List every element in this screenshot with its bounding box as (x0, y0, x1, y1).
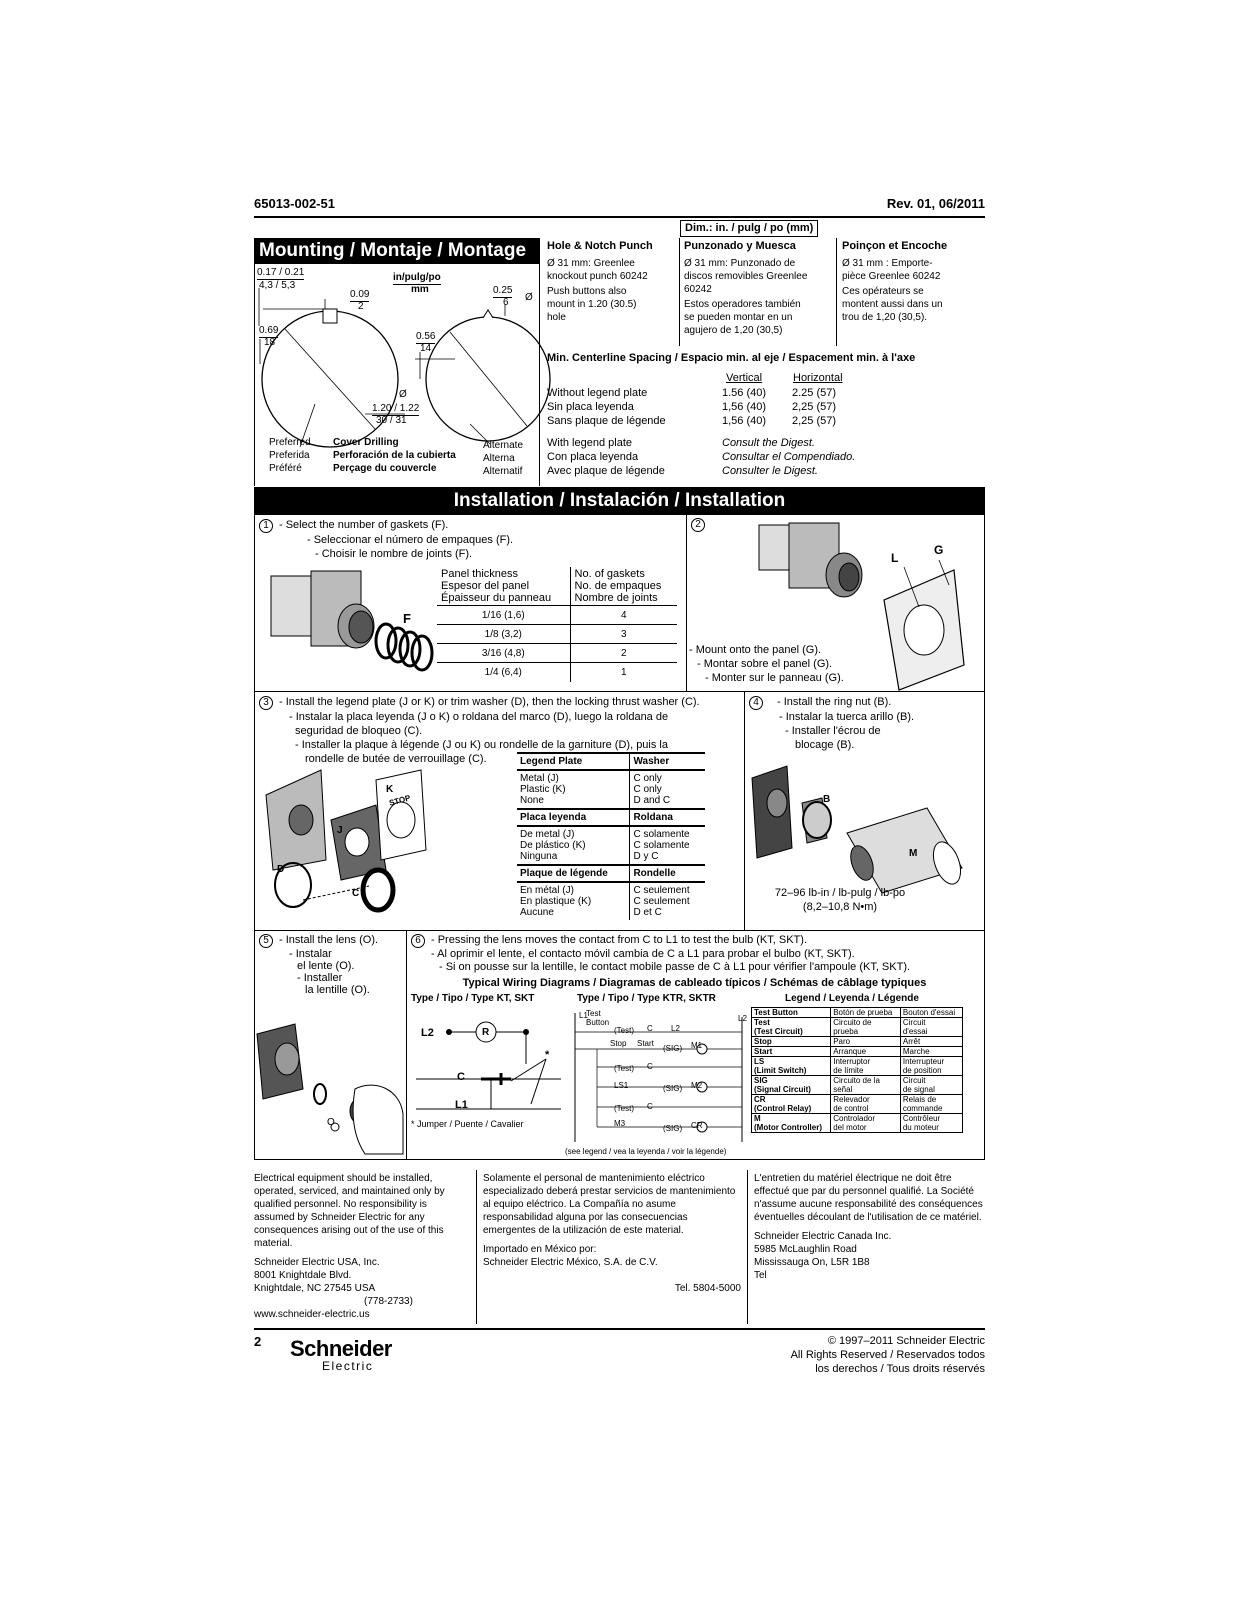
punch-line: mount in 1.20 (30.5) (547, 299, 637, 310)
step-2-line-en: - Mount onto the panel (G). (689, 644, 822, 656)
step-4-panel (744, 691, 985, 931)
gasket-table-head-1 (437, 567, 570, 606)
legend-symbol: LS (Limit Switch) (752, 1057, 831, 1076)
footer-col-es (483, 1172, 741, 1295)
wiring-type-kt: Type / Tipo / Type KT, SKT (411, 993, 535, 1004)
spacing-row-horizontal: 2,25 (57) (792, 415, 837, 427)
step-number: 3 (259, 696, 273, 710)
spacing-rows (547, 386, 855, 478)
step-3-line-fr-2: rondelle de butée de verrouillage (C). (305, 753, 487, 765)
cover-es: Perforación de la cubierta (333, 450, 456, 461)
legend-es: Arranque (831, 1047, 901, 1057)
punch-line: Ces opérateurs se (842, 286, 924, 297)
header-rule (254, 216, 985, 218)
dim-alt-offset: 0.56 (416, 331, 436, 342)
plate-type: En plastique (K) (520, 896, 592, 907)
schneider-logo (290, 1338, 392, 1372)
dim-notch-offset: 0.69 (259, 325, 279, 336)
step-3-line-es: - Instalar la placa leyenda (J o K) o roldana del marco (D), luego la roldana de (289, 711, 669, 723)
label-k: K (386, 784, 394, 795)
preferred-label (269, 436, 311, 475)
washer-type: D y C (633, 851, 659, 862)
spacing-row (547, 414, 855, 428)
footer-address: 8001 Knightdale Blvd. (254, 1270, 352, 1281)
plate-table-header: Plaque de légende (520, 868, 608, 879)
legend-es: Paro (831, 1037, 901, 1047)
w2-cr: CR (691, 1121, 703, 1130)
footer-address: Schneider Electric México, S.A. de C.V. (483, 1257, 658, 1268)
preferred-es: Preferida (269, 450, 310, 461)
footer-disclaimer-en: Electrical equipment should be installed, operated, serviced, and maintained only by qualified personnel. No responsibility is assumed by Schneider Electric for any consequences arising out of the use of this material. (254, 1173, 445, 1249)
punch-title-en: Hole & Notch Punch (547, 240, 653, 252)
w2-ls1: LS1 (614, 1081, 629, 1090)
label-o: O (327, 1117, 335, 1128)
spacing-legend-note: Consulter le Digest. (722, 465, 818, 477)
spacing-legend-label: Avec plaque de légende (547, 465, 665, 477)
footer-disclaimer-fr: L'entretien du matériel électrique ne doit être effectué que par du personnel qualifié. La Société n'assume aucune responsabilité des conséquences éventuelles découlant de l'utilisation de ce matériel. (754, 1173, 983, 1223)
w2-sig-1: (SIG) (663, 1044, 683, 1053)
lens-install-illustration (255, 1019, 405, 1159)
dim-notch-depth-mm: 2 (358, 301, 364, 312)
punch-col-es (684, 240, 836, 337)
plate-type: Metal (J) (520, 773, 559, 784)
gasket-table (437, 567, 677, 682)
w2-test-button (586, 1009, 609, 1027)
w2-l2: L2 (738, 1014, 747, 1023)
footer-address: Schneider Electric USA, Inc. (254, 1257, 380, 1268)
plate-table-header: Roldana (630, 809, 705, 826)
cover-fr: Perçage du couvercle (333, 463, 437, 474)
punch-line: pièce Greenlee 60242 (842, 271, 941, 282)
label-b: B (823, 794, 831, 805)
spacing-legend-row (547, 450, 855, 464)
punch-line: montent aussi dans un (842, 299, 943, 310)
legend-row (752, 1008, 963, 1018)
gasket-thickness: 3/16 (4,8) (481, 647, 525, 659)
step-4-line-fr: - Installer l'écrou de (785, 725, 881, 737)
dim-hole-diameter: 1.20 / 1.22 (372, 403, 420, 414)
step-5-line-fr-2: la lentille (O). (305, 984, 370, 996)
step-4-line-en: - Install the ring nut (B). (777, 696, 892, 708)
step-number: 4 (749, 696, 763, 710)
w2-c-3: C (647, 1102, 653, 1111)
footer-address: Schneider Electric Canada Inc. (754, 1231, 892, 1242)
step-5-line-es-2: el lente (O). (297, 960, 355, 972)
step-3-line-es-2: seguridad de bloqueo (C). (295, 725, 423, 737)
footer-col-en (254, 1172, 470, 1321)
w2-m3: M3 (614, 1119, 626, 1128)
step-6-line-en: - Pressing the lens moves the contact from C to L1 to test the bulb (KT, SKT). (431, 934, 807, 946)
gasket-row (437, 644, 677, 663)
logo-subword: Electric (322, 1359, 374, 1373)
copyright (791, 1334, 985, 1376)
dim-alt-offset-mm: 14 (420, 343, 432, 354)
legend-es: Circuito de la señal (831, 1076, 901, 1095)
legend-es: Circuito de prueba (831, 1018, 901, 1037)
wiring-diagram-kt (411, 1009, 571, 1119)
punch-line: discos removibles Greenlee (684, 271, 808, 282)
footer-disclaimer-es: Solamente el personal de mantenimiento eléctrico especializado deberá prestar servicios de mantenimiento al equipo eléctrico. La Compañía no asume responsabilidad alguna por las consecuencias emergentes de la utilización de este material. (483, 1173, 736, 1236)
washer-type: C seulement (633, 885, 690, 896)
punch-line: Estos operadores también (684, 299, 801, 310)
wiring-type-ktr: Type / Tipo / Type KTR, SKTR (577, 993, 716, 1004)
gasket-count: 2 (570, 644, 677, 663)
step-1-line-es: - Seleccionar el número de empaques (F). (307, 534, 514, 546)
document-number: 65013-002-51 (254, 196, 335, 211)
spacing-row-vertical: 1,56 (40) (722, 401, 767, 413)
preferred-en: Preferred (269, 437, 311, 448)
alternate-label (483, 439, 523, 478)
w2-test-3: (Test) (614, 1104, 634, 1113)
punch-line: trou de 1,20 (30,5). (842, 312, 928, 323)
footer-address: Mississauga On, L5R 1B8 (754, 1257, 870, 1268)
copyright-line: All Rights Reserved / Reservados todos (790, 1349, 985, 1361)
gasket-thickness: 1/16 (1,6) (481, 609, 525, 621)
punch-title-es: Punzonado y Muesca (684, 240, 796, 252)
spacing-row-label: Sin placa leyenda (547, 401, 634, 413)
gasket-thickness: 1/8 (3,2) (484, 628, 522, 640)
w1-r: R (482, 1027, 490, 1038)
pushbutton-gaskets-illustration (261, 561, 441, 691)
w2-m2: M2 (691, 1081, 703, 1090)
spacing-title: Min. Centerline Spacing / Espacio min. al eje / Espacement min. à l'axe (547, 352, 916, 364)
punch-line: Ø 31 mm: Greenlee (547, 258, 635, 269)
w1-l2: L2 (421, 1027, 434, 1039)
w2-l1: L1 (579, 1011, 588, 1020)
punch-title-fr: Poinçon et Encoche (842, 240, 948, 252)
alternate-en: Alternate (483, 440, 524, 451)
w1-c: C (457, 1071, 465, 1083)
step-2-line-fr: - Monter sur le panneau (G). (705, 672, 844, 684)
legend-row (752, 1037, 963, 1047)
legend-plate-table (517, 752, 705, 920)
punch-line: 60242 (684, 284, 712, 295)
stop-plate-text: STOP (388, 793, 412, 808)
footer-phone: (778-2733) (364, 1296, 413, 1307)
wiring-diagram-ktr (567, 1007, 747, 1147)
spacing-legend-note: Consultar el Compendiado. (722, 451, 856, 463)
label-f: F (403, 611, 411, 626)
spacing-legend-row (547, 464, 855, 478)
cover-drilling-label (333, 436, 456, 475)
cover-drilling-panel (254, 264, 540, 486)
step-2-line-es: - Montar sobre el panel (G). (697, 658, 833, 670)
legend-symbol: CR (Control Relay) (752, 1095, 831, 1114)
plate-table-header: Legend Plate (520, 756, 583, 767)
wiring-title: Typical Wiring Diagrams / Diagramas de cableado típicos / Schémas de câblage typiques (462, 977, 927, 989)
step-5-line-en: - Install the lens (O). (279, 934, 379, 946)
washer-type: D et C (633, 907, 662, 918)
spacing-horizontal-header: Horizontal (793, 372, 843, 384)
spacing-row-label: Without legend plate (547, 387, 648, 399)
w2-button-label: Button (586, 1018, 610, 1027)
footer-website[interactable]: www.schneider-electric.us (254, 1309, 370, 1320)
legend-symbol: SIG (Signal Circuit) (752, 1076, 831, 1095)
step-number: 2 (691, 518, 705, 532)
step-5-line-es: - Instalar (289, 948, 332, 960)
see-legend-note: (see legend / vea la leyenda / voir la légende) (565, 1147, 727, 1156)
spacing-legend-row (547, 436, 855, 450)
dim-notch-depth: 0.09 (350, 289, 370, 300)
spacing-row (547, 386, 855, 400)
label-l: L (891, 551, 899, 565)
legend-row (752, 1047, 963, 1057)
step-1-panel (254, 514, 687, 692)
legend-title: Legend / Leyenda / Légende (785, 993, 919, 1004)
step-3-line-en: - Install the legend plate (J or K) or trim washer (D), then the locking thrust washer (C). (279, 696, 700, 708)
label-c: C (352, 888, 360, 899)
legend-symbol: Test (Test Circuit) (752, 1018, 831, 1037)
step-6-line-es: - Al oprimir el lente, el contacto móvil cambia de C a L1 para probar el bulbo (KT, SKT). (431, 948, 855, 960)
mounting-title: Mounting / Montaje / Montage (254, 238, 540, 264)
legend-symbol: M (Motor Controller) (752, 1114, 831, 1133)
washer-type: C solamente (633, 829, 690, 840)
washer-type: C solamente (633, 840, 690, 851)
washer-type: D and C (633, 795, 671, 806)
plate-type: En métal (J) (520, 885, 574, 896)
gasket-head: Nombre de joints (574, 592, 658, 604)
w2-test-1: (Test) (614, 1026, 634, 1035)
gasket-count: 1 (570, 663, 677, 682)
divider (836, 238, 837, 346)
wiring-legend-table (751, 1007, 963, 1133)
gasket-row (437, 606, 677, 625)
footer-rule (254, 1328, 985, 1330)
footer-phone: Tel. 5804-5000 (674, 1283, 741, 1294)
w2-c-2: C (647, 1062, 653, 1071)
units-label-mm: mm (411, 284, 429, 295)
step-5-panel (254, 930, 407, 1160)
legend-fr: Circuit de signal (900, 1076, 962, 1095)
punch-line: Ø 31 mm: Punzonado de (684, 258, 796, 269)
w2-start: Start (637, 1039, 654, 1048)
spacing-legend-label: Con placa leyenda (547, 451, 639, 463)
legend-symbol: Start (752, 1047, 831, 1057)
diameter-symbol-small: Ø (525, 292, 533, 303)
step-1-line-fr: - Choisir le nombre de joints (F). (315, 548, 473, 560)
dim-hole-diameter-mm: 30 / 31 (376, 415, 407, 426)
footer-phone: Tel (754, 1270, 767, 1281)
gasket-count: 3 (570, 625, 677, 644)
gasket-row (437, 663, 677, 682)
w1-l1: L1 (455, 1099, 468, 1111)
punch-line: se pueden montar en un (684, 312, 793, 323)
legend-fr: Contrôleur du moteur (900, 1114, 962, 1133)
legend-symbol: Stop (752, 1037, 831, 1047)
dim-notch-offset-mm: 18 (264, 337, 276, 348)
legend-symbol: Test Button (752, 1008, 831, 1018)
step-3-panel (254, 691, 745, 931)
step-6-line-fr: - Si on pousse sur la lentille, le contact mobile passe de C à L1 pour vérifier l'ampoule (KT, SKT). (439, 961, 911, 973)
plate-table-header: Rondelle (630, 865, 705, 882)
gasket-head: No. de empaques (574, 580, 662, 592)
step-3-line-fr: - Installer la plaque à légende (J ou K) ou rondelle de la garniture (D), puis la (295, 739, 668, 751)
punch-col-fr (842, 240, 982, 324)
spacing-row-vertical: 1.56 (40) (722, 387, 767, 399)
punch-line: Ø 31 mm : Emporte- (842, 258, 933, 269)
dim-notch-width: 0.17 / 0.21 (257, 267, 305, 278)
preferred-fr: Préféré (269, 463, 302, 474)
torque-spec: 72–96 lb-in / lb-pulg / lb-po (774, 887, 906, 899)
step-2-panel (686, 514, 985, 692)
spacing-legend-label: With legend plate (547, 437, 632, 449)
plate-type: None (520, 795, 544, 806)
legend-es: Controlador del motor (831, 1114, 901, 1133)
w2-l2-row1: L2 (671, 1024, 680, 1033)
dimension-units: Dim.: in. / pulg / po (mm) (680, 220, 818, 237)
punch-line: hole (547, 312, 566, 323)
step-4-line-fr-2: blocage (B). (795, 739, 855, 751)
w2-test-label: Test (586, 1009, 601, 1018)
spacing-row-label: Sans plaque de légende (547, 415, 666, 427)
dim-alt-notch-mm: 6 (503, 297, 509, 308)
legend-es: Interruptor de límite (831, 1057, 901, 1076)
plate-type: De metal (J) (520, 829, 575, 840)
legend-es: Relevador de control (831, 1095, 901, 1114)
dim-alt-notch: 0.25 (493, 285, 513, 296)
gasket-thickness: 1/4 (6,4) (484, 666, 522, 678)
footer-address: Knightdale, NC 27545 USA (254, 1283, 376, 1294)
label-d: D (277, 864, 285, 875)
step-5-line-fr: - Installer (297, 972, 343, 984)
spacing-row (547, 400, 855, 414)
gasket-head: Panel thickness (441, 568, 519, 580)
gasket-count: 4 (570, 606, 677, 625)
plate-table-header: Washer (630, 753, 705, 770)
cover-en: Cover Drilling (333, 437, 399, 448)
units-label: in/pulg/po (393, 272, 441, 283)
w2-sig-3: (SIG) (663, 1124, 683, 1133)
legend-row (752, 1095, 963, 1114)
w2-test-2: (Test) (614, 1064, 634, 1073)
step-1-line-en: - Select the number of gaskets (F). (279, 519, 449, 531)
punch-line: Push buttons also (547, 286, 627, 297)
w2-sig-2: (SIG) (663, 1084, 683, 1093)
punch-col-en (547, 240, 675, 324)
plate-table-header: Placa leyenda (520, 812, 587, 823)
punch-line: agujero de 1,20 (30,5) (684, 325, 783, 336)
legend-es: Botón de prueba (831, 1008, 901, 1018)
washer-type: C only (633, 784, 662, 795)
washer-type: C only (633, 773, 662, 784)
plate-type: De plástico (K) (520, 840, 586, 851)
jumper-note: * Jumper / Puente / Cavalier (411, 1119, 524, 1129)
installation-title: Installation / Instalación / Installation (254, 487, 985, 514)
gasket-head: No. of gaskets (574, 568, 645, 580)
gasket-head: Épaisseur du panneau (441, 592, 552, 604)
revision: Rev. 01, 06/2011 (886, 196, 985, 211)
spacing-row-horizontal: 2.25 (57) (792, 387, 837, 399)
footer-address: 5985 McLaughlin Road (754, 1244, 857, 1255)
copyright-line: los derechos / Tous droits réservés (815, 1363, 985, 1375)
spacing-vertical-header: Vertical (726, 372, 763, 384)
step-number: 1 (259, 519, 273, 533)
legend-fr: Arrêt (900, 1037, 962, 1047)
alternate-fr: Alternatif (483, 466, 523, 477)
divider (476, 1170, 477, 1324)
legend-row (752, 1018, 963, 1037)
legend-row (752, 1076, 963, 1095)
divider (747, 1170, 748, 1324)
legend-row (752, 1114, 963, 1133)
gasket-head: Espesor del panel (441, 580, 530, 592)
plate-type: Plastic (K) (520, 784, 566, 795)
footer-col-fr (754, 1172, 986, 1282)
w2-c-1: C (647, 1024, 653, 1033)
step-number: 6 (411, 934, 425, 948)
legend-fr: Interrupteur de position (900, 1057, 962, 1076)
copyright-line: © 1997–2011 Schneider Electric (827, 1335, 985, 1347)
page-number: 2 (254, 1334, 262, 1349)
alternate-es: Alterna (483, 453, 515, 464)
step-number: 5 (259, 934, 273, 948)
legend-fr: Bouton d'essai (900, 1008, 962, 1018)
spacing-row-vertical: 1,56 (40) (722, 415, 767, 427)
legend-fr: Circuit d'essai (900, 1018, 962, 1037)
w2-m1: M1 (691, 1041, 703, 1050)
legend-fr: Marche (900, 1047, 962, 1057)
label-g: G (934, 543, 944, 557)
label-j: J (337, 825, 343, 836)
washer-type: C seulement (633, 896, 690, 907)
logo-wordmark: Schneider (290, 1336, 392, 1361)
plate-type: Aucune (520, 907, 554, 918)
plate-type: Ninguna (520, 851, 558, 862)
gasket-table-head-2 (570, 567, 677, 606)
spacing-row-horizontal: 2,25 (57) (792, 401, 837, 413)
step-4-line-es: - Instalar la tuerca arillo (B). (779, 711, 915, 723)
divider (679, 238, 680, 346)
dim-notch-width-mm: 4,3 / 5,3 (259, 280, 296, 291)
legend-row (752, 1057, 963, 1076)
w1-star: * (545, 1049, 550, 1061)
punch-line: knockout punch 60242 (547, 271, 648, 282)
spacing-legend-note: Consult the Digest. (722, 437, 815, 449)
diameter-symbol: Ø (399, 389, 407, 400)
step-6-panel (406, 930, 985, 1160)
w2-stop: Stop (610, 1039, 627, 1048)
gasket-row (437, 625, 677, 644)
legend-fr: Relais de commande (900, 1095, 962, 1114)
label-m: M (909, 848, 918, 859)
torque-spec-metric: (8,2–10,8 N•m) (802, 901, 878, 913)
footer-address: Importado en México por: (483, 1244, 597, 1255)
